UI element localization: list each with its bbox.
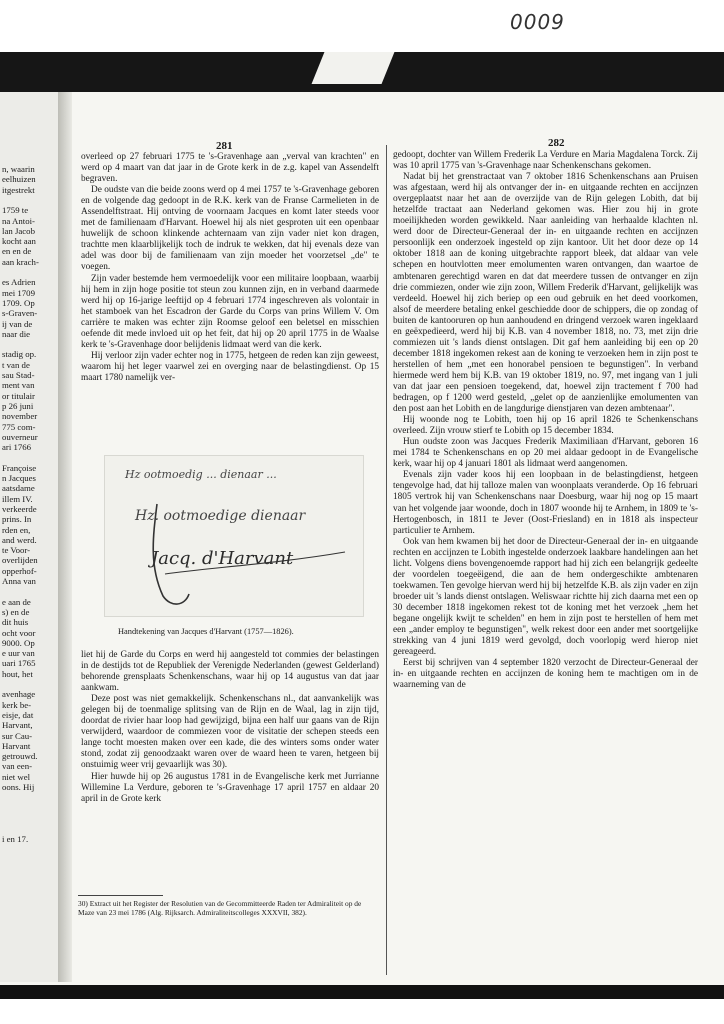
previous-page-line: p 26 juni [2,400,34,411]
previous-page-line: aatsdame [2,483,35,494]
paragraph: Evenals zijn vader koos hij een loopbaan in de belastingdienst, hetgeen tengevolge had, dat hij talloze malen van woonplaats veranderde. Op 16 februari 1805 vertrok hij van Schenkenschans naar Doesburg, waar hij nog op 15 maart van het volgende jaar woonde, doch in 1807 woonde hij te Arnhem, in 1809 te 's-Hertogenbosch, in 1811 te Jever (Oost-Friesland) en in 1818 als inspecteur particulier te Arnhem. [393,470,698,536]
previous-page-line: n Jacques [2,473,36,483]
paragraph: gedoopt, dochter van Willem Frederik La Verdure en Maria Magdalena Torck. Zij was 10 april 1775 van 's-Gravenhage naar Schenkenschans gekomen. [393,150,698,172]
previous-page-line: e aan de [2,596,31,607]
paragraph: Eerst bij schrijven van 4 september 1820 verzocht de Directeur-Generaal der in- en uitgaande rechten en accijnzen de koning hem te machtigen om in de waarneming van de [393,658,698,691]
previous-page-line: van een- [2,761,33,772]
previous-page-line: ouverneur [2,431,38,442]
paragraph: Nadat bij het grenstractaat van 7 oktober 1816 Schenkenschans aan Pruisen was afgestaan, werd hij als ontvanger der in- en uitgaande rechten en accijnzen overgeplaatst naar het aan de overzijde van de Rijn gelegen Lobith, dat bij hetzelfde tractaat aan Nederland gekomen was. Hier zou hij in grote moeilijkheden worden gewikkeld. Naar aanleiding van herhaalde klachten nl. werd door de Directeur-Generaal der in- en uitgaande rechten en accijnzen persoonlijk een onderzoek ingesteld op zijn kantoor. Uit het door deze op 14 oktober 1818 aan de koning uitgebrachte rapport bleek, dat aldaar van vele schepen en houtvlotten meer emolumenten waren ontvangen, dan waartoe de ambtenaren gerechtigd waren en dat dat meerdere tussen de ontvanger en zijn drie commiezen, onder wie zijn zoon, Willem Frederik d'Harvant, gelijkelijk was verdeeld. Hoewel hij zich beriep op een oud gebruik en het deed voorkomen, alsof de meerdere betaling enkel geschiedde door de schippers, die op zondag of buiten de kantooruren op hun aanhoudend en dringend verzoek waren ingeklaard en geëxpedieerd, werd hij bij K.B. van 4 november 1818, no. 73, met zijn drie commiezen uit 's lands dienst ontslagen. Dit gaf hem aanleiding bij een op 20 december 1818 ingekomen rekest aan de koning te verzoeken hem in zijn post te herstellen of hem „met een honorabel pensioen te begunstigen". In verband hiermede werd hem bij K.B. van 19 oktober 1819, no. 97, met ingang van 1 juli van dat jaar een pensioen toegekend, dat, hoewel zijn tractement f 700 had bedragen, op f 1200 werd gesteld, „gelet op de aanzienlijke emolumenten van den post aan het Lobith en de langdurige dienstjaren van dezen ambtenaar". [393,172,698,415]
previous-page-line: es Adrien [2,277,36,288]
previous-page-line: and werd. [2,534,37,545]
previous-page-strip [0,92,59,982]
previous-page-line: ment van [2,380,35,391]
previous-page-line: na Antoi- [2,215,35,226]
signature-text-line: Hz ootmoedig ... dienaar ... [125,468,277,481]
previous-page-line: naar die [2,328,31,339]
previous-page-line: Anna van [2,576,36,586]
previous-page-line: eelhuizen [2,174,36,185]
page-number-left: 281 [216,140,233,152]
previous-page-line: s) en de [2,606,30,617]
previous-page-line: e uur van [2,648,35,659]
previous-page-line: ari 1766 [2,442,32,453]
right-column [393,150,698,691]
previous-page-line: t van de [2,359,30,370]
previous-page-line: 9000. Op [2,637,35,648]
previous-page-line: or titulair [2,390,35,401]
previous-page-line: 775 com- [2,421,36,432]
previous-page-line: oons. Hij [2,782,35,792]
previous-page-line: i en 17. [2,833,29,844]
previous-page-line: ocht voor [2,627,36,638]
previous-page-line: n, waarin [2,164,35,174]
previous-page-line: s-Graven- [2,308,38,319]
previous-page-line: hout, het [2,668,33,679]
footnote: 30) Extract uit het Register der Resolutien van de Gecommitteerde Raden ter Admiraliteit op de Maze van 23 mei 1786 (Alg. Rijksarch. Admiraliteitscolleges XXXVII, 382). [78,899,362,918]
previous-page-line: stadig op. [2,349,37,360]
previous-page-line: prins. In [2,514,32,525]
paragraph: Hij woonde nog te Lobith, toen hij op 16 april 1826 te Schenkenschans overleed. Zijn vrouw stierf te Lobith op 15 december 1834. [393,415,698,437]
previous-page-line: sau Stad- [2,370,35,380]
previous-page-line: kocht aan [2,236,36,247]
previous-page-line: opperhof- [2,565,37,576]
paragraph: overleed op 27 februari 1775 te 's-Gravenhage aan „verval van krachten" en werd op 4 maart van dat jaar in de Grote kerk in de z.g. kapel van Assendelft begraven. [81,152,379,185]
left-column-lower [81,650,379,805]
previous-page-line: verkeerde [2,503,37,514]
previous-page-line: itgestrekt [2,184,35,195]
previous-page-line: 1759 te [2,205,29,216]
paragraph: liet hij de Garde du Corps en werd hij aangesteld tot commies der belastingen in de destijds tot de Republiek der Verenigde Nederlanden (gewest Gelderland) behorende grensplaats Schenkenschans, waar hij op 14 augustus van dat jaar aankwam. [81,650,379,694]
page-divider [386,145,387,975]
previous-page-line: rden en, [2,524,31,535]
previous-page-line: niet wel [2,771,31,782]
previous-page-line: Françoise [2,462,37,473]
previous-page-line: november [2,411,38,422]
left-column-upper [81,152,379,384]
page-number-right: 282 [548,137,565,149]
signature-text-line: Hz. ootmoedige dienaar [135,508,306,524]
previous-page-line: mei 1709 [2,287,35,298]
paragraph: Hij verloor zijn vader echter nog in 1775, hetgeen de reden kan zijn geweest, waarom hij het leger vaarwel zei en overging naar de belastingdienst. Op 15 maart 1780 namelijk ver- [81,350,379,383]
paragraph: Ook van hem kwamen bij het door de Directeur-Generaal der in- en uitgaande rechten en accijnzen te Lobith ingestelde onderzoek laakbare handelingen aan het licht. Volgens diens bovengenoemde rapport had hij zich een belangrijk gedeelte der voordelen toegeëigend, die aan de hem ondergeschikte ambtenaren toekwamen. Ten gevolge hiervan werd hij bij hetzelfde K.B. als zijn vader en zijn broeder uit 's lands dienst ontslagen. Weliswaar richtte hij zich daarna met een op 30 december 1818 ingekomen rekest tot de koning met het verzoek „hem het begane ongelijk kwijt te schelden" en hem in zijn post te herstellen of hem met een „ander employ te begunstigen", welk rekest door een ander met soortgelijke strekking van 4 juni 1819 werd gevolgd, doch voorlopig werd hierop niet gereageerd. [393,536,698,658]
paragraph: Hun oudste zoon was Jacques Frederik Maximiliaan d'Harvant, geboren 16 mei 1784 te Schenkenschans en op 20 mei aldaar gedoopt in de Evangelische kerk, waar hij op 4 januari 1801 als lidmaat werd aangenomen. [393,437,698,470]
handwritten-page-number: 0009 [510,10,565,34]
previous-page-line: te Voor- [2,545,31,556]
previous-page-line: 1709. Op [2,297,35,308]
previous-page-line: avenhage [2,689,36,700]
footnote-rule [78,895,163,896]
signature-name: Jacq. d'Harvant [151,548,294,569]
previous-page-line: lan Jacob [2,225,35,236]
previous-page-line: getrouwd. [2,751,38,762]
scan-bottom-border [0,985,724,999]
previous-page-line: illem IV. [2,493,33,504]
figure-caption: Handtekening van Jacques d'Harvant (1757—1826). [118,627,294,636]
previous-page-line: uari 1765 [2,658,36,669]
book-gutter [58,92,72,982]
previous-page-line: Harvant [2,740,31,751]
paragraph: Zijn vader bestemde hem vermoedelijk voor een militaire loopbaan, waarbij hij hem in zijn hoge positie tot steun zou kunnen zijn, en in verband daarmede werd hij op 16-jarige leeftijd op 4 februari 1774 ingeschreven als volontair in het stamboek van het Escadron der Garde du Corps van prins Willem V. Om carrière te maken was echter zijn Roomse geloof een beletsel en misschien oefende dit mede invloed uit op het feit, dat hij op 20 april 1775 in de Waalse kerk te 's-Gravenhage door belijdenis lidmaat werd van die kerk. [81,273,379,350]
previous-page-line: eisje, dat [2,709,34,720]
previous-page-line: Harvant, [2,720,33,731]
previous-page-line: aan krach- [2,256,39,267]
signature-flourish [105,456,363,616]
paragraph: De oudste van die beide zoons werd op 4 mei 1757 te 's-Gravenhage geboren en de volgende dag gedoopt in de R.K. kerk van de Franse Carmelieten in de Assendelftstraat. Hij ontving de voornaam Jacques en komt later steeds voor met de familienaam d'Harvant. Hoewel hij als niet gesproten uit een openbaar huwelijk de schoon klinkende achternaam van zijn vader niet kon dragen, trachtte men klaarblijkelijk toch de indruk te wekken, dat hij evenals deze van adel was door bij de familienaam van zijn moeder het voorzetsel „de" te voegen. [81,185,379,273]
previous-page-line: dit huis [2,617,29,628]
torn-paper-notch [312,52,395,84]
paragraph: Deze post was niet gemakkelijk. Schenkenschans nl., dat aanvankelijk was gelegen bij de toenmalige splitsing van de Rijn en de Waal, lag in zijn tijd, doordat de rivier haar loop had gewijzigd, bijna een half uur gaans van de Rijn verwijderd, waardoor de commiezen voor de visitatie der schepen steeds een lange tocht moesten maken over een kade, die des winters soms onder water stond, zodat zij genoodzaakt waren over de waard heen te varen, hetgeen bij onstuimig weer vrij gevaarlijk was 30). [81,694,379,771]
previous-page-line: kerk be- [2,699,32,710]
previous-page-line: overlijden [2,555,38,566]
signature-image [104,455,364,617]
previous-page-line: ij van de [2,318,33,329]
previous-page-line: sur Cau- [2,730,33,741]
paragraph: Hier huwde hij op 26 augustus 1781 in de Evangelische kerk met Jurrianne Willemine La Verdure, geboren te 's-Gravenhage 17 april 1757 en aldaar 20 april in de Grote kerk [81,771,379,804]
previous-page-line: en en de [2,246,32,257]
